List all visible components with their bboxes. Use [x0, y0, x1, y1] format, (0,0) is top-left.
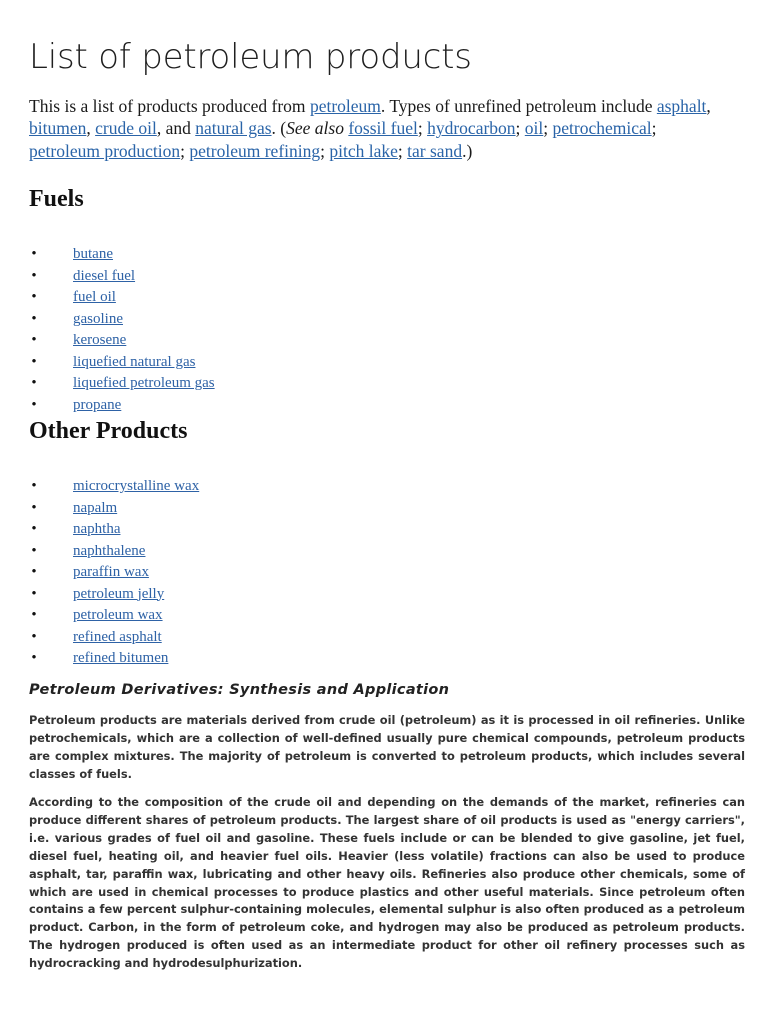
- bullet-icon: •: [31, 353, 37, 370]
- list-item: [0, 266, 215, 288]
- bullet-icon: •: [31, 607, 37, 623]
- fuel-link[interactable]: propane: [73, 396, 122, 413]
- list-item: [0, 476, 199, 498]
- product-link[interactable]: petroleum jelly: [73, 585, 165, 602]
- link-petroleum-production[interactable]: petroleum production: [29, 140, 181, 161]
- product-link[interactable]: paraffin wax: [73, 564, 149, 580]
- bullet-icon: •: [31, 521, 37, 537]
- link-asphalt[interactable]: asphalt: [656, 96, 707, 116]
- list-item: [0, 648, 199, 670]
- list-item: [0, 330, 215, 352]
- link-tar-sand[interactable]: tar sand: [407, 140, 463, 161]
- bullet-icon: •: [31, 375, 37, 391]
- fuel-link[interactable]: liquefied petroleum gas: [73, 375, 215, 391]
- bullet-icon: •: [31, 478, 37, 494]
- link-petroleum[interactable]: petroleum: [309, 96, 381, 116]
- link-petrochemical[interactable]: petrochemical: [552, 118, 652, 139]
- bullet-icon: •: [31, 564, 37, 580]
- bullet-icon: •: [31, 396, 37, 413]
- link-bitumen[interactable]: bitumen: [29, 118, 87, 139]
- bullet-icon: •: [31, 542, 37, 559]
- fuels-heading: Fuels: [29, 186, 84, 212]
- fuel-link[interactable]: kerosene: [73, 332, 127, 348]
- list-item: [0, 519, 199, 541]
- link-oil[interactable]: oil: [524, 118, 544, 139]
- product-link[interactable]: microcrystalline wax: [73, 478, 200, 494]
- list-item: [0, 605, 199, 627]
- fuel-link[interactable]: fuel oil: [73, 289, 116, 305]
- product-link[interactable]: naphtha: [73, 521, 121, 537]
- list-item: [0, 244, 215, 266]
- link-petroleum-refining[interactable]: petroleum refining: [189, 140, 321, 161]
- product-link[interactable]: refined asphalt: [73, 628, 162, 645]
- other-products-list: [0, 476, 199, 670]
- product-link[interactable]: refined bitumen: [73, 650, 169, 666]
- derivatives-heading: Petroleum Derivatives: Synthesis and Application: [29, 682, 450, 698]
- link-hydrocarbon[interactable]: hydrocarbon: [427, 118, 516, 139]
- list-item: [0, 562, 199, 584]
- link-natural-gas[interactable]: natural gas: [195, 118, 272, 139]
- product-link[interactable]: petroleum wax: [73, 607, 163, 623]
- bullet-icon: •: [31, 628, 37, 645]
- bullet-icon: •: [31, 499, 37, 516]
- list-item: [0, 627, 199, 649]
- list-item: [0, 584, 199, 606]
- page-title: List of petroleum products: [29, 37, 472, 77]
- product-link[interactable]: naphthalene: [73, 542, 146, 559]
- list-item: [0, 498, 199, 520]
- link-fossil-fuel[interactable]: fossil fuel: [348, 118, 418, 139]
- bullet-icon: •: [31, 650, 37, 666]
- fuel-link[interactable]: gasoline: [73, 310, 123, 327]
- intro-paragraph: This is a list of products produced from petroleum. Types of unrefined petroleum include asphalt, bitumen, crude oil, and natural gas. (See also fossil fuel; hydrocarbon; oil; petrochemical; petroleum production; petroleum refining; pitch lake; tar sand.): [29, 96, 711, 161]
- bullet-icon: •: [31, 289, 37, 305]
- list-item: [0, 309, 215, 331]
- see-also-text: See also: [286, 118, 344, 139]
- fuel-link[interactable]: butane: [73, 246, 113, 262]
- bullet-icon: •: [31, 310, 37, 327]
- link-pitch-lake[interactable]: pitch lake: [329, 140, 398, 161]
- bullet-icon: •: [31, 332, 37, 348]
- list-item: [0, 395, 215, 417]
- bullet-icon: •: [31, 246, 37, 262]
- link-crude-oil[interactable]: crude oil: [95, 118, 157, 139]
- list-item: [0, 287, 215, 309]
- derivatives-paragraph-2: According to the composition of the crude oil and depending on the demands of the market, refineries can produce different shares of petroleum products. The largest share of oil products is used as "energy carriers", i.e. various grades of fuel oil and gasoline. These fuels include or can be blended to give gasoline, jet fuel, diesel fuel, heating oil, and heavier fuel oils. Heavier (less volatile) fractions can also be used to produce asphalt, tar, paraffin wax, lubricating and other heavy oils. Refineries also produce other chemicals, some of which are used in chemical processes to produce plastics and other useful materials. Since petroleum often contains a few percent sulphur-containing molecules, elemental sulphur is also often produced as a petroleum product. Carbon, in the form of petroleum coke, and hydrogen may also be produced as petroleum products. The hydrogen produced is often used as an intermediate product for other oil refinery processes such as hydrocracking and hydrodesulphurization.: [29, 795, 745, 971]
- list-item: [0, 352, 215, 374]
- bullet-icon: •: [31, 267, 37, 284]
- fuel-link[interactable]: diesel fuel: [73, 267, 136, 284]
- fuels-list: [0, 244, 215, 416]
- list-item: [0, 541, 199, 563]
- list-item: [0, 373, 215, 395]
- other-products-heading: Other Products: [29, 418, 188, 444]
- fuel-link[interactable]: liquefied natural gas: [73, 353, 196, 370]
- derivatives-paragraph-1: Petroleum products are materials derived from crude oil (petroleum) as it is processed in oil refineries. Unlike petrochemicals, which are a collection of well-defined usually pure chemical compounds, petroleum products are complex mixtures. The majority of petroleum is converted to petroleum products, which includes several classes of fuels.: [29, 713, 745, 781]
- product-link[interactable]: napalm: [73, 499, 118, 516]
- bullet-icon: •: [31, 585, 37, 602]
